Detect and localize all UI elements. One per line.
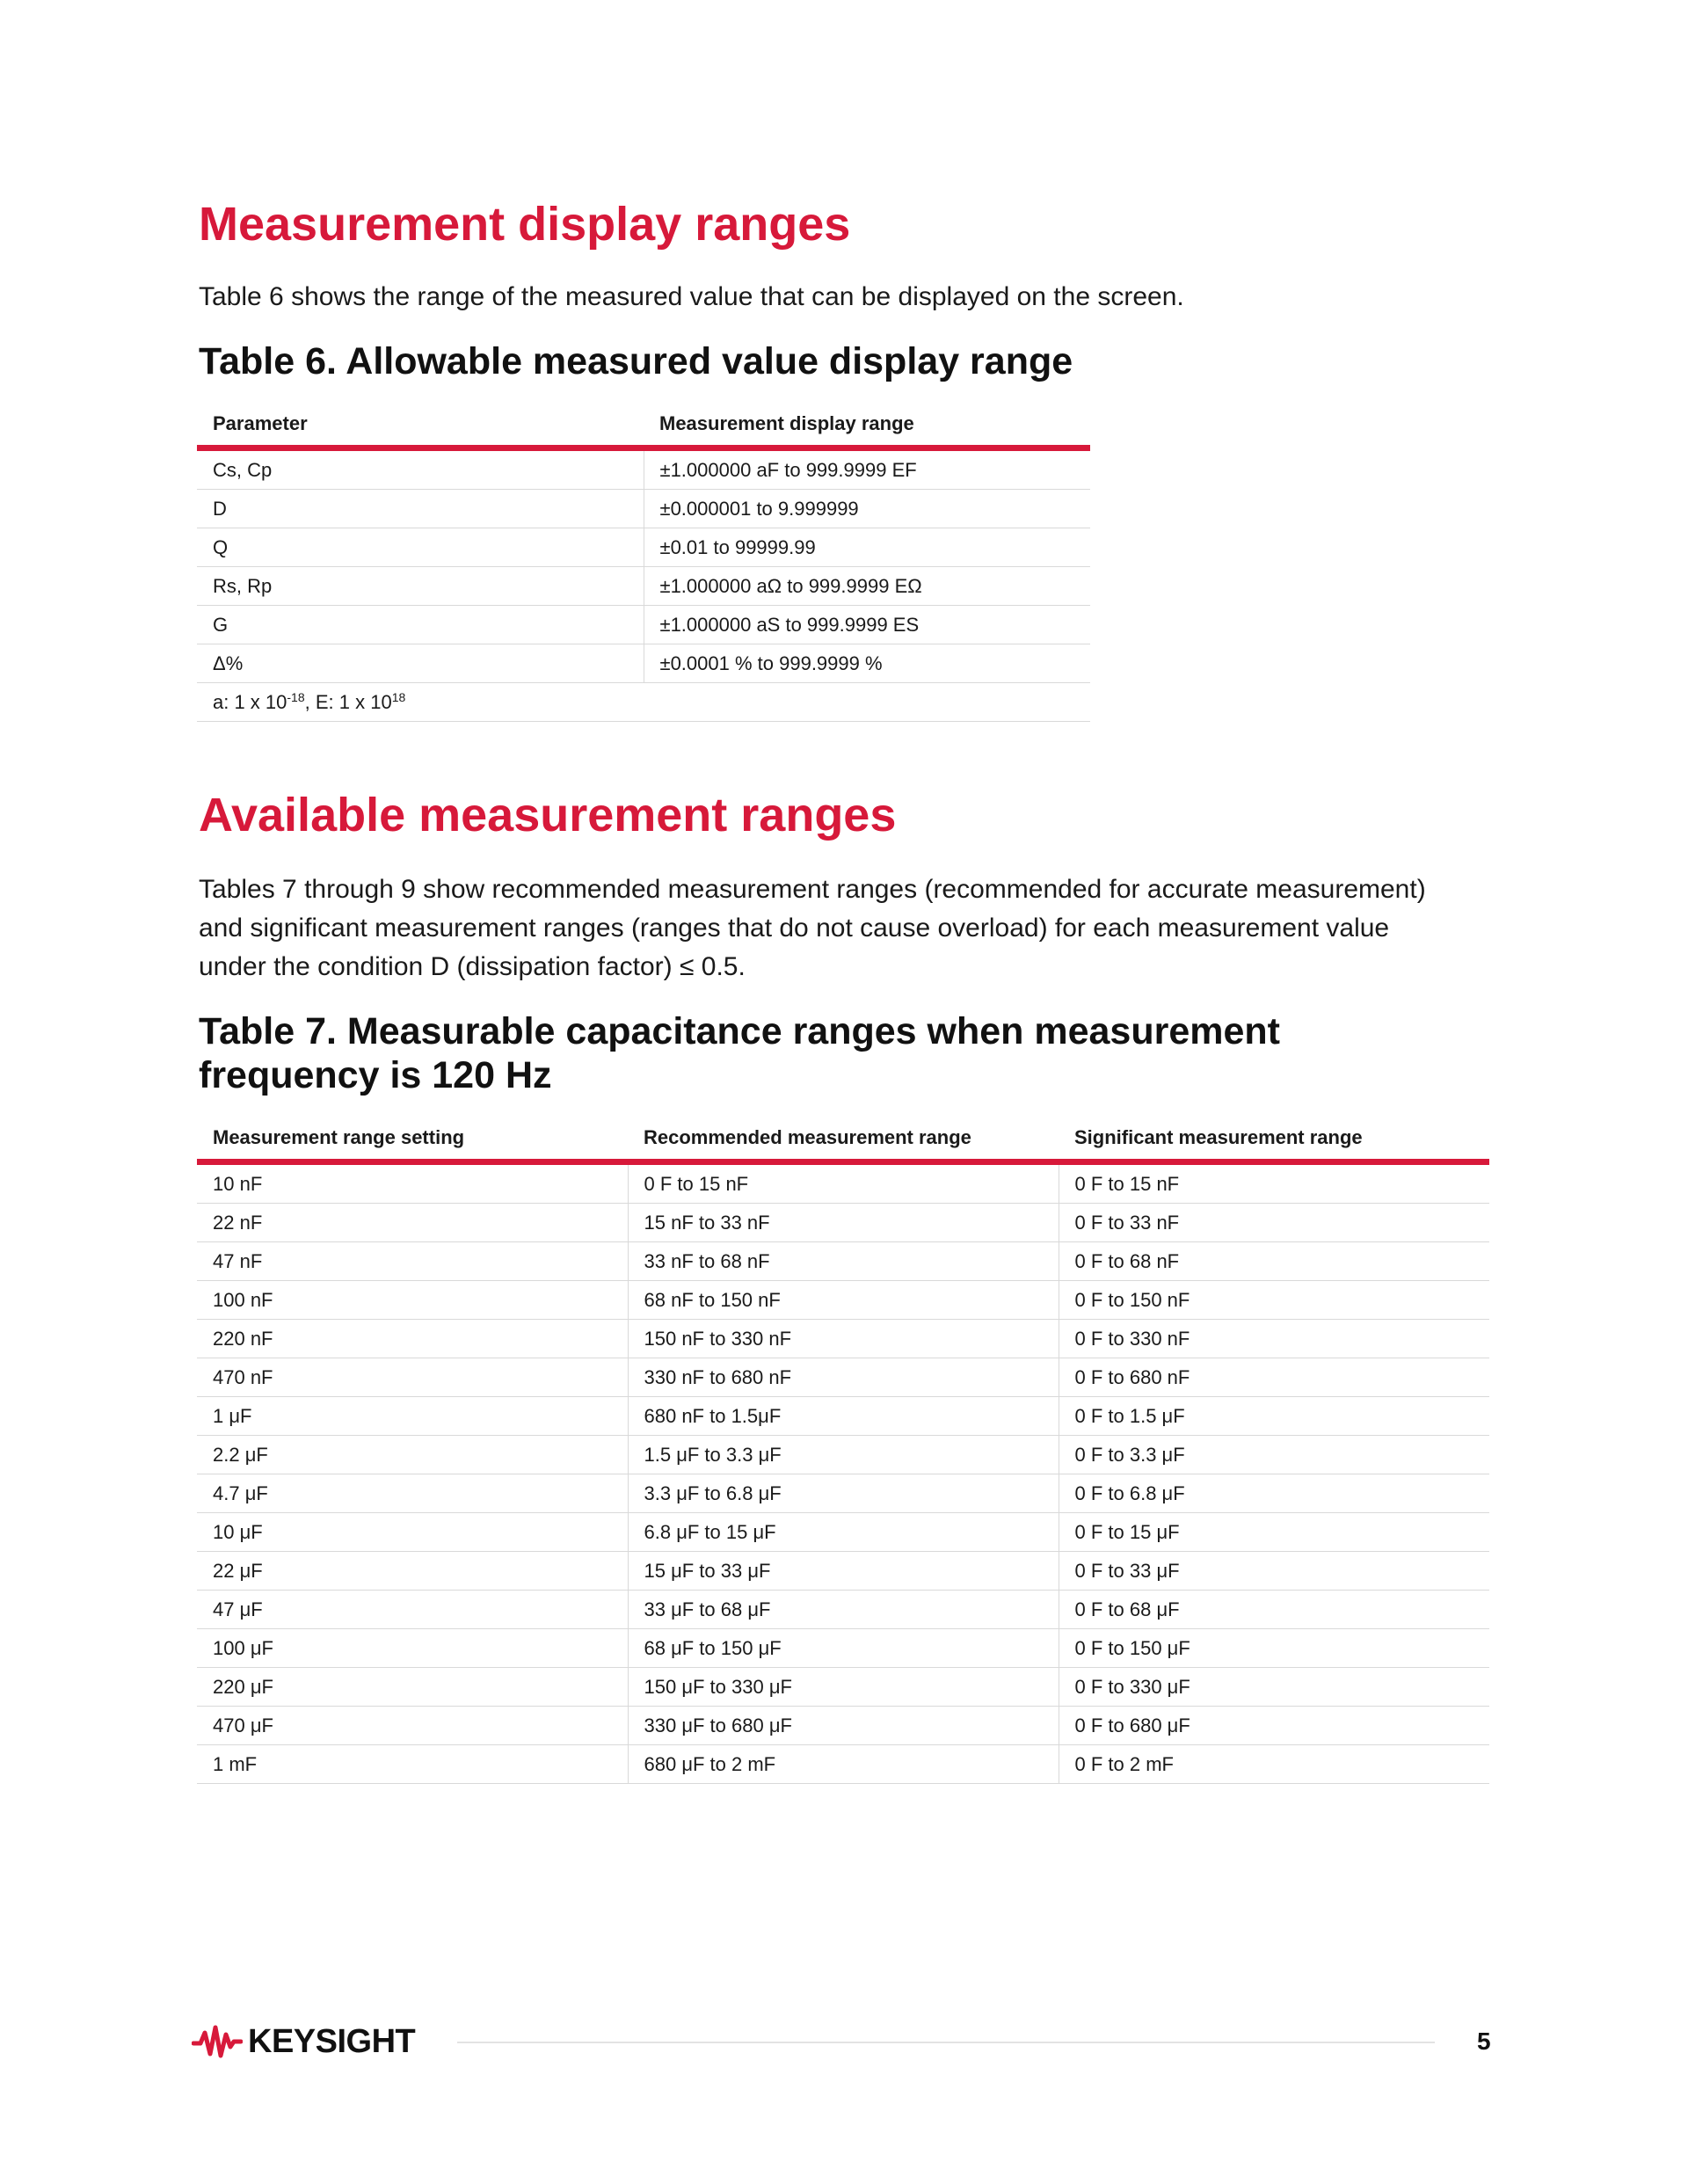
table-row bbox=[197, 1320, 1489, 1358]
table-row bbox=[197, 567, 1090, 606]
table-cell: 2.2 μF bbox=[197, 1436, 628, 1474]
table-cell: Cs, Cp bbox=[197, 448, 644, 490]
table-row bbox=[197, 1591, 1489, 1629]
table-cell: 6.8 μF to 15 μF bbox=[628, 1513, 1059, 1552]
table-row bbox=[197, 1242, 1489, 1281]
table-row bbox=[197, 528, 1090, 567]
table-cell: 22 nF bbox=[197, 1204, 628, 1242]
table-cell: 220 μF bbox=[197, 1668, 628, 1707]
table7-title-line: Table 7. Measurable capacitance ranges when measurement bbox=[199, 1010, 1280, 1052]
table-cell: 0 F to 680 nF bbox=[1059, 1358, 1489, 1397]
table-cell: 3.3 μF to 6.8 μF bbox=[628, 1474, 1059, 1513]
table-header-cell: Significant measurement range bbox=[1059, 1117, 1489, 1162]
table-cell: Rs, Rp bbox=[197, 567, 644, 606]
table-cell: 0 F to 150 μF bbox=[1059, 1629, 1489, 1668]
table-cell: 0 F to 68 nF bbox=[1059, 1242, 1489, 1281]
table-row bbox=[197, 1513, 1489, 1552]
footnote-a-exponent: -18 bbox=[287, 689, 305, 704]
table-cell: 0 F to 33 μF bbox=[1059, 1552, 1489, 1591]
table7-title-line: frequency is 120 Hz bbox=[199, 1054, 552, 1096]
table-cell: 0 F to 150 nF bbox=[1059, 1281, 1489, 1320]
table-header-cell: Parameter bbox=[197, 403, 644, 448]
table-cell: 0 F to 15 nF bbox=[1059, 1162, 1489, 1204]
table-row bbox=[197, 1436, 1489, 1474]
keysight-logo bbox=[192, 2019, 415, 2064]
table-row bbox=[197, 1707, 1489, 1745]
table-cell: 220 nF bbox=[197, 1320, 628, 1358]
table-cell: 0 F to 680 μF bbox=[1059, 1707, 1489, 1745]
table-cell: Δ% bbox=[197, 644, 644, 683]
table-cell: 68 nF to 150 nF bbox=[628, 1281, 1059, 1320]
section-intro-available-ranges bbox=[199, 870, 1426, 986]
table-header-cell: Measurement display range bbox=[644, 403, 1090, 448]
table-row bbox=[197, 1629, 1489, 1668]
table-cell: 15 μF to 33 μF bbox=[628, 1552, 1059, 1591]
table-cell: 0 F to 15 μF bbox=[1059, 1513, 1489, 1552]
table-cell: 0 F to 33 nF bbox=[1059, 1204, 1489, 1242]
table-cell: Q bbox=[197, 528, 644, 567]
table-cell: ±1.000000 aS to 999.9999 ES bbox=[644, 606, 1090, 644]
table-row bbox=[197, 1552, 1489, 1591]
table-cell: 470 μF bbox=[197, 1707, 628, 1745]
table-cell: 0 F to 68 μF bbox=[1059, 1591, 1489, 1629]
table-cell: 0 F to 330 μF bbox=[1059, 1668, 1489, 1707]
table-cell: 68 μF to 150 μF bbox=[628, 1629, 1059, 1668]
table-cell: 100 nF bbox=[197, 1281, 628, 1320]
table-row bbox=[197, 1397, 1489, 1436]
table-row bbox=[197, 1162, 1489, 1204]
table-cell: ±1.000000 aF to 999.9999 EF bbox=[644, 448, 1090, 490]
intro-line: Tables 7 through 9 show recommended measurement ranges (recommended for accurate measurement) bbox=[199, 875, 1426, 904]
table-cell: 47 nF bbox=[197, 1242, 628, 1281]
table-cell: 0 F to 15 nF bbox=[628, 1162, 1059, 1204]
table-cell: 22 μF bbox=[197, 1552, 628, 1591]
table-cell: 0 F to 1.5 μF bbox=[1059, 1397, 1489, 1436]
table7 bbox=[197, 1117, 1489, 1784]
table-cell: 15 nF to 33 nF bbox=[628, 1204, 1059, 1242]
table-header-cell: Measurement range setting bbox=[197, 1117, 628, 1162]
table-cell: 10 nF bbox=[197, 1162, 628, 1204]
section-title-available-ranges: Available measurement ranges bbox=[199, 789, 897, 841]
table-cell: D bbox=[197, 490, 644, 528]
table-note-row bbox=[197, 683, 1090, 722]
table-cell: 330 μF to 680 μF bbox=[628, 1707, 1059, 1745]
table-cell: 330 nF to 680 nF bbox=[628, 1358, 1059, 1397]
table-row bbox=[197, 1204, 1489, 1242]
table-header-row bbox=[197, 1117, 1489, 1162]
footnote-e-exponent: 18 bbox=[391, 689, 406, 704]
intro-line: and significant measurement ranges (ranges that do not cause overload) for each measurement value bbox=[199, 914, 1390, 943]
table-cell: 0 F to 6.8 μF bbox=[1059, 1474, 1489, 1513]
footer-divider bbox=[457, 2042, 1435, 2043]
table-cell: 680 μF to 2 mF bbox=[628, 1745, 1059, 1784]
table-cell: 0 F to 330 nF bbox=[1059, 1320, 1489, 1358]
table-cell: 1 μF bbox=[197, 1397, 628, 1436]
table-cell: ±0.0001 % to 999.9999 % bbox=[644, 644, 1090, 683]
table-cell: ±0.000001 to 9.999999 bbox=[644, 490, 1090, 528]
table-cell: ±1.000000 aΩ to 999.9999 EΩ bbox=[644, 567, 1090, 606]
table-cell: 4.7 μF bbox=[197, 1474, 628, 1513]
table-row bbox=[197, 1745, 1489, 1784]
table-cell: 33 μF to 68 μF bbox=[628, 1591, 1059, 1629]
table-cell: 1.5 μF to 3.3 μF bbox=[628, 1436, 1059, 1474]
table-cell: 47 μF bbox=[197, 1591, 628, 1629]
table-row bbox=[197, 606, 1090, 644]
section-title-display-ranges: Measurement display ranges bbox=[199, 198, 851, 251]
table-cell: 150 nF to 330 nF bbox=[628, 1320, 1059, 1358]
table-cell: 680 nF to 1.5μF bbox=[628, 1397, 1059, 1436]
table7-title bbox=[199, 1009, 1280, 1097]
table-cell: 100 μF bbox=[197, 1629, 628, 1668]
table-row bbox=[197, 1358, 1489, 1397]
table-cell: 1 mF bbox=[197, 1745, 628, 1784]
keysight-wave-icon bbox=[192, 2024, 243, 2059]
table-header-row bbox=[197, 403, 1090, 448]
intro-line: under the condition D (dissipation factor) ≤ 0.5. bbox=[199, 952, 746, 981]
footnote-e-label: , E: 1 x 10 bbox=[304, 690, 392, 713]
table-row bbox=[197, 1474, 1489, 1513]
table-cell: 0 F to 3.3 μF bbox=[1059, 1436, 1489, 1474]
logo-text: KEYSIGHT bbox=[248, 2022, 416, 2060]
table-footnote bbox=[197, 683, 1090, 722]
table-cell: ±0.01 to 99999.99 bbox=[644, 528, 1090, 567]
table6 bbox=[197, 403, 1090, 722]
table-cell: 0 F to 2 mF bbox=[1059, 1745, 1489, 1784]
table-cell: 150 μF to 330 μF bbox=[628, 1668, 1059, 1707]
table-row bbox=[197, 644, 1090, 683]
footnote-a-label: a: 1 x 10 bbox=[213, 690, 287, 713]
table-header-cell: Recommended measurement range bbox=[628, 1117, 1059, 1162]
table-cell: G bbox=[197, 606, 644, 644]
table-cell: 470 nF bbox=[197, 1358, 628, 1397]
table-cell: 33 nF to 68 nF bbox=[628, 1242, 1059, 1281]
page-number: 5 bbox=[1477, 2027, 1491, 2055]
table-cell: 10 μF bbox=[197, 1513, 628, 1552]
table6-title: Table 6. Allowable measured value display range bbox=[199, 340, 1073, 382]
table-row bbox=[197, 1281, 1489, 1320]
table-row bbox=[197, 490, 1090, 528]
table-row bbox=[197, 1668, 1489, 1707]
section-intro-display-ranges: Table 6 shows the range of the measured value that can be displayed on the screen. bbox=[199, 282, 1184, 311]
table-row bbox=[197, 448, 1090, 490]
